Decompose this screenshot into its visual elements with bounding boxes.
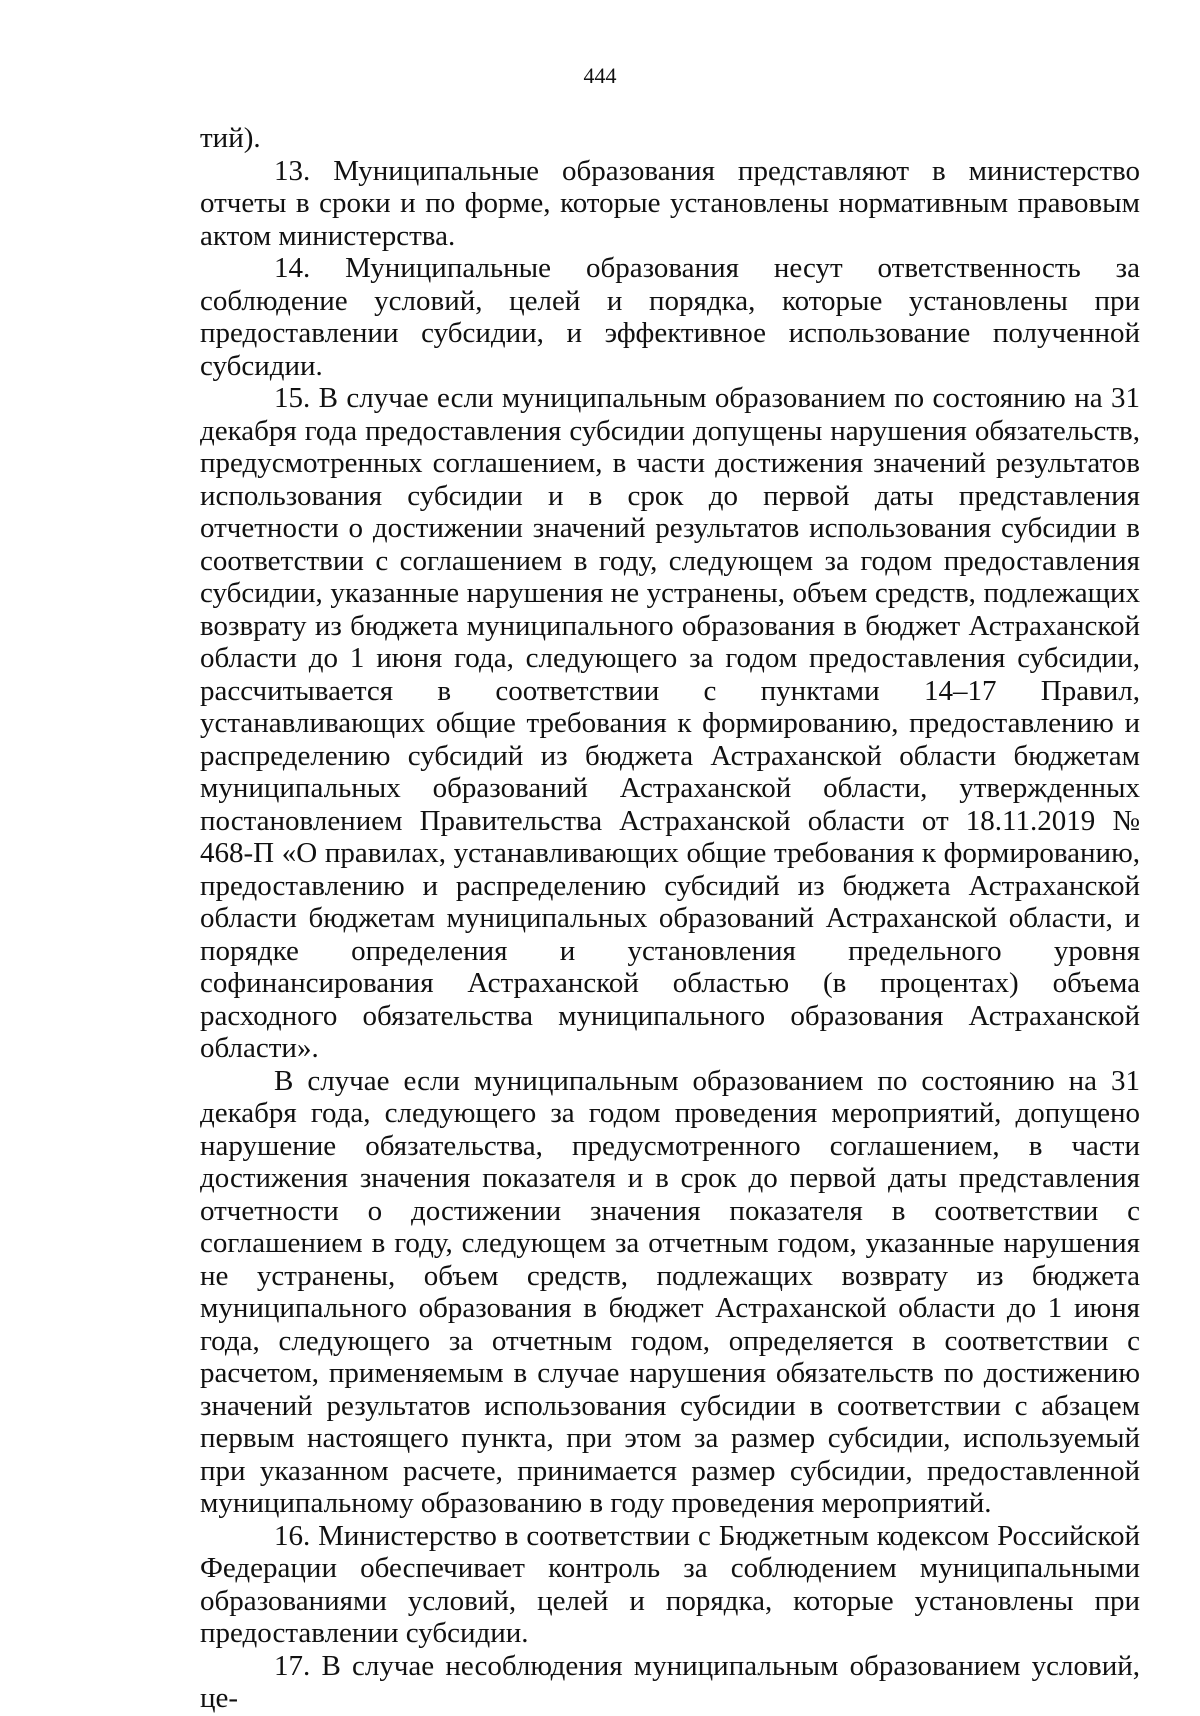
paragraph-14: 14. Муниципальные образования несут ответственность за соблюдение условий, целей и порядка, которые установлены при предоставлении субсидии, и эффективное использование полученной субсидии. [200,252,1140,382]
paragraph-16: 16. Министерство в соответствии с Бюджетным кодексом Российской Федерации обеспечивает контроль за соблюдением муниципальными образованиями условий, целей и порядка, которые установлены при предоставлении субсидии. [200,1519,1140,1649]
document-body [200,122,1140,1715]
paragraph-15: 15. В случае если муниципальным образованием по состоянию на 31 декабря года предоставления субсидии допущены нарушения обязательств, предусмотренных соглашением, в части достижения значений результатов использования субсидии и в срок до первой даты представления отчетности о достижении значений результатов использования субсидии в соответствии с соглашением в году, следующем за годом предоставления субсидии, указанные нарушения не устранены, объем средств, подлежащих возврату из бюджета муниципального образования в бюджет Астраханской области до 1 июня года, следующего за годом предоставления субсидии, рассчитывается в соответствии с пунктами 14–17 Правил, устанавливающих общие требования к формированию, предоставлению и распределению субсидий из бюджета Астраханской области бюджетам муниципальных образований Астраханской области, утвержденных постановлением Правительства Астраханской области от 18.11.2019 № 468-П «О правилах, устанавливающих общие требования к формированию, предоставлению и распределению субсидий из бюджета Астраханской области бюджетам муниципальных образований Астраханской области, и порядке определения и установления предельного уровня софинансирования Астраханской областью (в процентах) объема расходного обязательства муниципального образования Астраханской области». [200,382,1140,1064]
paragraph-17: 17. В случае несоблюдения муниципальным образованием условий, це- [200,1649,1140,1714]
paragraph-continuation: тий). [200,122,261,154]
paragraph-15-second-part: В случае если муниципальным образованием по состоянию на 31 декабря года, следующего за годом проведения мероприятий, допущено нарушение обязательства, предусмотренного соглашением, в части достижения значения показателя и в срок до первой даты представления отчетности о достижении значения показателя в соответствии с соглашением в году, следующем за отчетным годом, указанные нарушения не устранены, объем средств, подлежащих возврату из бюджета муниципального образования в бюджет Астраханской области до 1 июня года, следующего за отчетным годом, определяется в соответствии с расчетом, применяемым в случае нарушения обязательств по достижению значений результатов использования субсидии в соответствии с абзацем первым настоящего пункта, при этом за размер субсидии, используемый при указанном расчете, принимается размер субсидии, предоставленной муниципальному образованию в году проведения мероприятий. [200,1064,1140,1519]
paragraph-13: 13. Муниципальные образования представляют в министерство отчеты в сроки и по форме, которые установлены нормативным правовым актом министерства. [200,154,1140,252]
page-number: 444 [583,63,617,88]
